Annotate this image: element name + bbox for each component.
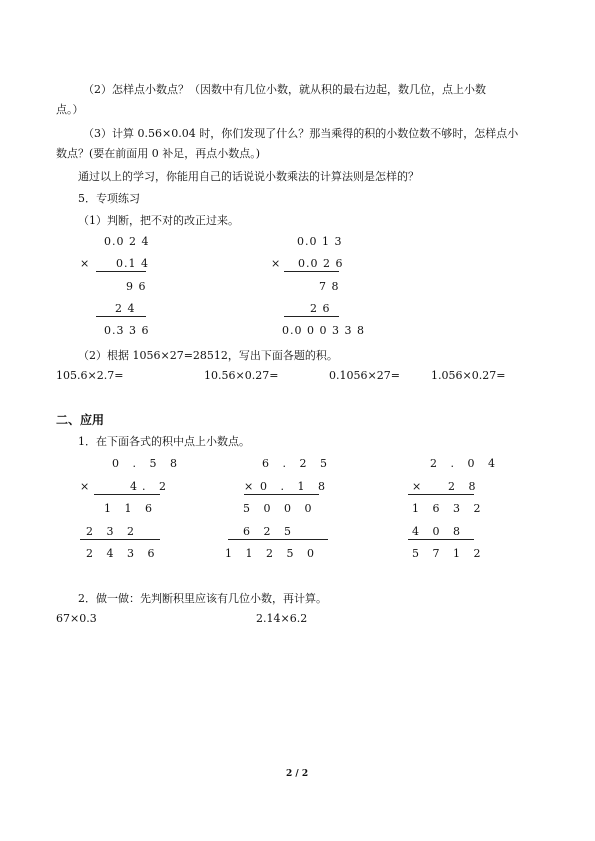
- calc-d-top: 6 . 2 5: [262, 457, 332, 470]
- practice-item-4: 1.056×0.27=: [431, 369, 506, 382]
- application-q1: 1．在下面各式的积中点上小数点。: [78, 435, 250, 448]
- application-q2: 2．做一做：先判断积里应该有几位小数，再计算。: [78, 592, 327, 605]
- calc-e-result: 5 7 1 2: [412, 547, 486, 560]
- calc-b-line1: [284, 271, 339, 272]
- calc-c-second: 4. 2: [130, 480, 171, 493]
- q3-line1: （3）计算 0.56×0.04 时，你们发现了什么？那当乘得的积的小数位数不够时，怎样点小: [83, 127, 519, 140]
- calc-d-times: ×: [244, 480, 254, 493]
- calc-b-second: 0.0 2 6: [298, 257, 344, 270]
- calc-b-top: 0.0 1 3: [297, 235, 343, 248]
- page-number: 2 / 2: [286, 769, 309, 779]
- calc-d-line1: [244, 494, 319, 495]
- calc-a-line2: [96, 316, 146, 317]
- calc-c-times: ×: [80, 480, 90, 493]
- application-heading: 二、应用: [56, 413, 105, 427]
- q3-line2: 数点？(要在前面用 0 补足，再点小数点。): [56, 147, 261, 160]
- calc-e-partial2: 4 0 8: [412, 525, 465, 538]
- practice-heading: 5．专项练习: [78, 192, 140, 205]
- application-q2-item-2: 2.14×6.2: [256, 612, 308, 625]
- calc-a-line1: [96, 271, 146, 272]
- calc-c-top: 0 . 5 8: [112, 457, 182, 470]
- calc-b-times: ×: [271, 257, 281, 270]
- calc-a-partial1: 9 6: [126, 280, 147, 293]
- practice-sub2: （2）根据 1056×27=28512，写出下面各题的积。: [78, 349, 338, 362]
- calc-e-partial1: 1 6 3 2: [412, 502, 486, 515]
- calc-c-result: 2 4 3 6: [86, 547, 160, 560]
- practice-item-1: 105.6×2.7=: [56, 369, 124, 382]
- calc-a-partial2: 2 4: [115, 302, 136, 315]
- calc-e-line2: [408, 539, 474, 540]
- application-q2-item-1: 67×0.3: [56, 612, 97, 625]
- calc-d-second: 0 . 1 8: [260, 480, 330, 493]
- calc-a-second: 0.1 4: [116, 257, 149, 270]
- calc-c-line2: [80, 539, 160, 540]
- calc-c-line1: [94, 494, 160, 495]
- calc-e-times: ×: [412, 480, 422, 493]
- calc-c-partial1: 1 1 6: [104, 502, 157, 515]
- practice-item-3: 0.1056×27=: [329, 369, 400, 382]
- calc-e-line1: [408, 494, 474, 495]
- calc-c-partial2: 2 3 2: [86, 525, 139, 538]
- calc-b-line2: [284, 316, 339, 317]
- practice-sub1: （1）判断，把不对的改正过来。: [78, 214, 239, 227]
- calc-b-result: 0.0 0 0 3 3 8: [282, 324, 365, 337]
- calc-e-top: 2 . 0 4: [430, 457, 500, 470]
- calc-e-second: 2 8: [448, 480, 481, 493]
- calc-a-result: 0.3 3 6: [104, 324, 150, 337]
- calc-d-line2: [228, 539, 328, 540]
- q2-line1: （2）怎样点小数点？（因数中有几位小数，就从积的最右边起，数几位，点上小数: [83, 83, 486, 96]
- calc-d-partial2: 6 2 5: [243, 525, 296, 538]
- calc-d-partial1: 5 0 0 0: [243, 502, 317, 515]
- summary-question: 通过以上的学习，你能用自己的话说说小数乘法的计算法则是怎样的？: [78, 170, 419, 183]
- calc-b-partial1: 7 8: [319, 280, 340, 293]
- calc-a-top: 0.0 2 4: [104, 235, 150, 248]
- calc-a-times: ×: [80, 257, 90, 270]
- calc-d-result: 1 1 2 5 0: [225, 547, 319, 560]
- practice-item-2: 10.56×0.27=: [204, 369, 279, 382]
- calc-b-partial2: 2 6: [310, 302, 331, 315]
- q2-line2: 点。）: [56, 103, 84, 116]
